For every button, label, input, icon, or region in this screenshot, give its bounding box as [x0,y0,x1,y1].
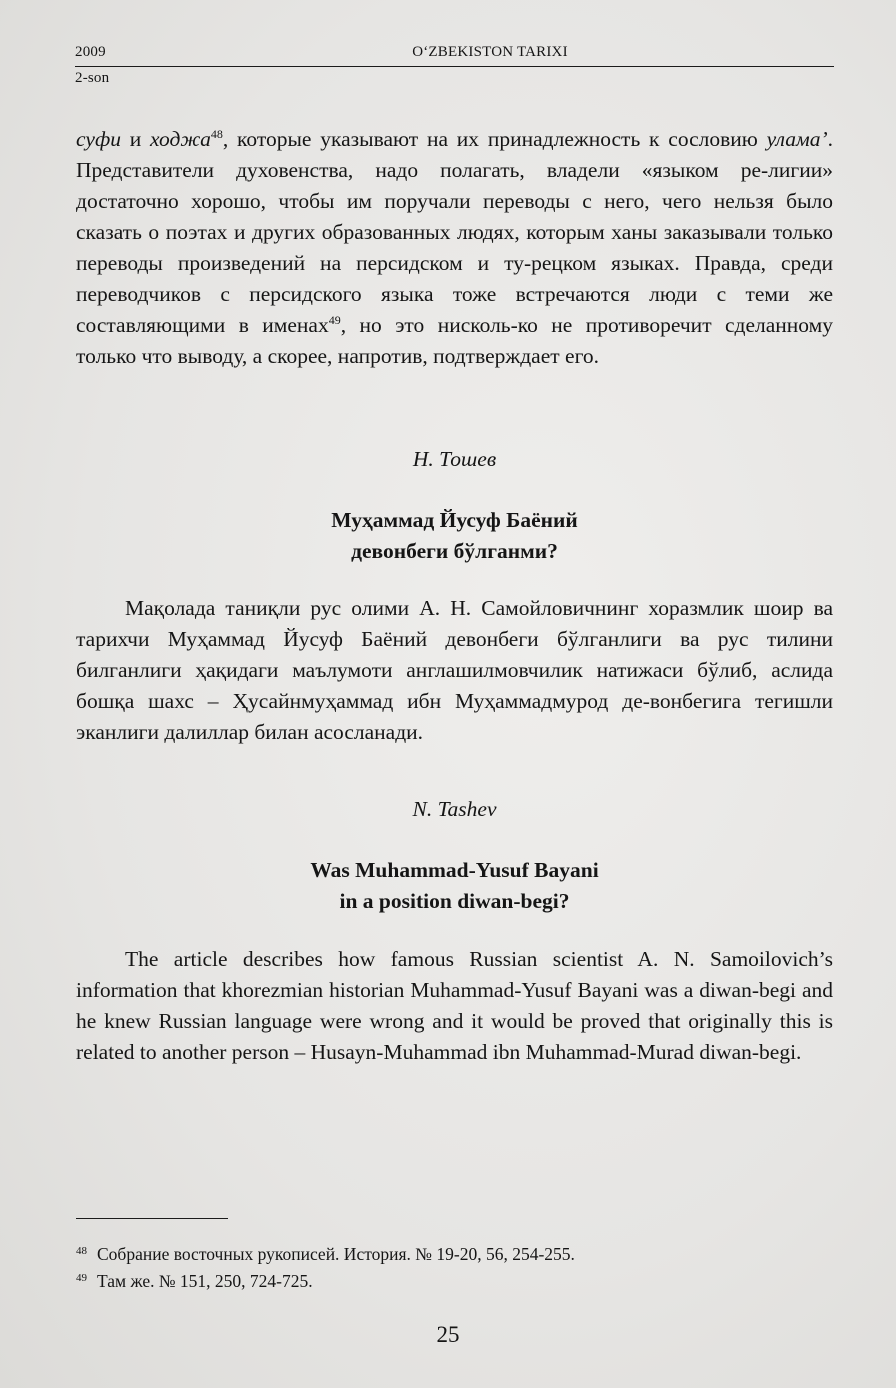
english-author: N. Tashev [412,797,497,821]
text-run: и [120,127,151,151]
english-title-line-2: in a position diwan-begi? [339,889,570,913]
footnote-separator [76,1218,228,1219]
uzbek-abstract [76,593,833,748]
english-abstract-text: The article describes how famous Russian scientist A. N. Samoilovich’s information that khorezmian historian Muhammad-Yusuf Bayani was a diwan-begi and he knew Russian language were wrong and it would be proved that originally this is related to another person – Husayn-Muhammad ibn Muhammad-Murad diwan-begi. [76,947,833,1064]
footnote-number: 49 [76,1272,87,1284]
uzbek-abstract-text: Мақолада таниқли рус олими А. Н. Самойловичнинг хоразмлик шоир ва тарихчи Муҳаммад Йусуф Баёний девонбеги бўлганлиги ва рус тилини билганлиги ҳақидаги маълумоти англашилмовчилик натижаси бўлиб, аслида бошқа шахс – Ҳусайнмуҳаммад ибн Муҳаммадмурод де-вонбегига тегишли эканлиги далиллар билан асосланади. [76,596,833,744]
english-title [76,855,833,917]
footnote-48 [76,1241,833,1268]
header-year: 2009 [75,44,106,60]
term-khodzha: ходжа [150,127,211,151]
text-run: , но это нисколь-ко не противоречит сделанному только что выводу, а скорее, напротив, подтверждает его. [76,313,834,368]
footnotes [76,1241,833,1295]
english-title-line-1: Was Muhammad-Yusuf Bayani [310,858,599,882]
uzbek-title-line-2: девонбеги бўлганми? [351,539,558,563]
term-ulama: улама’ [766,127,828,151]
footnote-text: Собрание восточных рукописей. История. № 19-20, 56, 254-255. [97,1244,575,1264]
header-journal-title: O‘ZBEKISTON TARIXI [412,44,568,60]
uzbek-author: Н. Тошев [412,447,497,471]
uzbek-title [76,505,833,567]
page-number: 25 [436,1322,460,1347]
footnote-ref-48[interactable]: 48 [210,127,223,141]
uzbek-title-line-1: Муҳаммад Йусуф Баёний [331,508,578,532]
footnote-49 [76,1268,833,1295]
russian-paragraph [76,124,833,372]
english-abstract [76,944,833,1068]
footnote-text: Там же. № 151, 250, 724-725. [97,1271,313,1291]
footnote-ref-49[interactable]: 49 [328,313,341,327]
text-run: , которые указывают на их принадлежность к сословию [222,127,767,151]
header-rule [75,66,834,67]
footnote-number: 48 [76,1245,87,1257]
text-run: . Представители духовенства, надо полагать, владели «языком ре-лигии» достаточно хорошо, чтобы им поручали переводы с него, чего нельзя было сказать о поэтах и других образованных людях, которым ханы заказывали только переводы произведений на персидском и ту-рецком языках. Правда, среди переводчиков с персидского языка тоже встречаются люди с теми же составляющими в именах [76,127,833,337]
header-issue: 2-son [75,70,110,86]
term-sufi: суфи [76,127,121,151]
